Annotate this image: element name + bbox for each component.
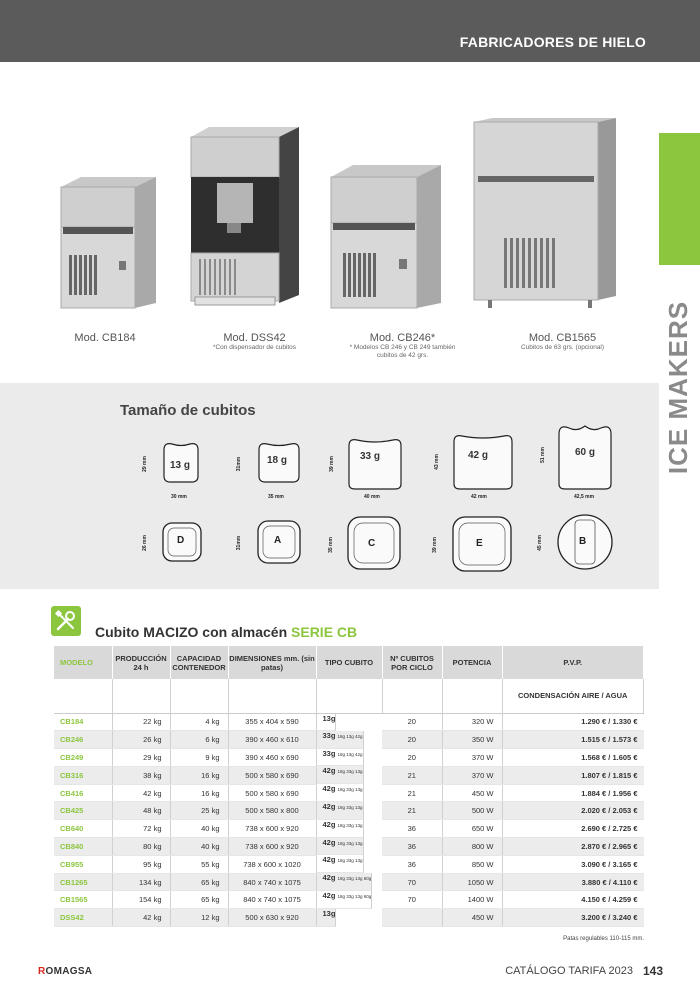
cube-alternatives: 18g 13g 42g	[337, 751, 363, 757]
capacity-cell	[170, 749, 228, 767]
price-cell-value: 3.090 € / 3.165 €	[581, 859, 638, 869]
capacity-cell-value: 40 kg	[201, 841, 220, 851]
capacity-cell-value: 12 kg	[201, 913, 220, 923]
condensation-label: CONDENSACIÓN AIRE / AGUA	[502, 679, 644, 713]
cube-alternatives: 18g 33g 13g	[337, 804, 363, 810]
production-cell-value: 80 kg	[143, 841, 162, 851]
cube-type-cell-value: 42g	[322, 784, 336, 794]
model-cell-value: CB955	[60, 859, 84, 869]
production-cell-value: 22 kg	[143, 717, 162, 727]
cube-count-cell	[382, 855, 442, 873]
cube-weight-label: 42 g	[468, 450, 489, 461]
cube-count-cell	[382, 891, 442, 909]
price-cell	[502, 855, 644, 873]
capacity-cell-value: 25 kg	[201, 806, 220, 816]
capacity-cell	[170, 820, 228, 838]
cube-height-dim: 51 mm	[539, 447, 546, 463]
cube-weight-label: 18 g	[267, 455, 288, 466]
brand-logo-rest: OMAGSA	[45, 966, 93, 977]
dimensions-cell	[228, 873, 316, 891]
cube-size-title: Tamaño de cubitos	[120, 402, 256, 419]
dimensions-cell-value: 738 x 600 x 1020	[243, 859, 301, 869]
cube-depth-dim: 26 mm	[141, 535, 148, 551]
table-row	[54, 713, 644, 731]
model-cell	[54, 766, 112, 784]
header-bar	[0, 0, 700, 62]
production-cell	[112, 731, 170, 749]
price-cell	[502, 713, 644, 731]
cube-count-cell	[382, 766, 442, 784]
table-row	[54, 731, 644, 749]
table-row	[54, 855, 644, 873]
capacity-cell	[170, 766, 228, 784]
cube-weight-label: 13 g	[170, 460, 191, 471]
capacity-cell-value: 4 kg	[205, 717, 220, 727]
price-cell	[502, 838, 644, 856]
dimensions-cell	[228, 713, 316, 731]
production-cell	[112, 820, 170, 838]
price-cell	[502, 749, 644, 767]
price-cell-value: 1.807 € / 1.815 €	[581, 770, 638, 780]
production-cell	[112, 749, 170, 767]
cube-count-cell-value: 20	[407, 717, 416, 727]
cube-type-cell-value: 13g	[322, 713, 336, 723]
table-row	[54, 909, 644, 927]
price-cell-value: 2.690 € / 2.725 €	[581, 824, 638, 834]
cube-type-cell	[317, 891, 373, 909]
dimensions-cell-value: 500 x 630 x 920	[245, 913, 299, 923]
price-cell-value: 2.020 € / 2.053 €	[581, 806, 638, 816]
dimensions-cell	[228, 749, 316, 767]
power-cell	[442, 838, 502, 856]
production-cell-value: 95 kg	[143, 859, 162, 869]
cube-33g-shape	[345, 436, 405, 492]
dimensions-cell-value: 390 x 460 x 690	[245, 752, 299, 762]
price-cell	[502, 891, 644, 909]
cube-alternatives: 18g 33g 13g 60g	[337, 893, 372, 899]
model-cell-value: CB840	[60, 841, 84, 851]
model-cell	[54, 784, 112, 802]
product-name: Mod. CB1565	[528, 332, 597, 344]
capacity-cell-value: 16 kg	[201, 770, 220, 780]
cube-type-cell-value: 42g	[322, 855, 336, 865]
production-cell-value: 134 kg	[138, 877, 162, 887]
model-cell	[54, 731, 112, 749]
cube-count-cell-value: 20	[407, 752, 416, 762]
side-tab-marker	[659, 133, 700, 265]
production-cell-value: 29 kg	[143, 752, 162, 762]
table-row	[54, 749, 644, 767]
power-cell-value: 370 W	[471, 770, 494, 780]
cube-type-cell-value: 42g	[322, 873, 336, 883]
cube-alternatives: 18g 13g 42g	[337, 733, 363, 739]
power-cell	[442, 891, 502, 909]
model-cell	[54, 749, 112, 767]
cube-width-dim: 42,5 mm	[574, 494, 595, 500]
series-title	[95, 624, 357, 640]
col-header-cubitos: Nº CUBITOS POR CICLO	[382, 646, 442, 679]
model-cell-value: CB1265	[60, 877, 88, 887]
production-cell	[112, 909, 170, 927]
model-cell	[54, 855, 112, 873]
cb184-machine-image	[55, 175, 160, 310]
dimensions-cell	[228, 766, 316, 784]
dimensions-cell	[228, 855, 316, 873]
cube-count-cell-value: 36	[407, 824, 416, 834]
cb1565-machine-image	[470, 118, 620, 310]
dimensions-cell	[228, 891, 316, 909]
power-cell-value: 500 W	[471, 806, 494, 816]
cube-depth-dim: 35 mm	[327, 537, 334, 553]
power-cell	[442, 820, 502, 838]
cube-count-cell	[382, 749, 442, 767]
cube-alternatives: 18g 33g 13g 60g	[337, 876, 372, 882]
production-cell-value: 154 kg	[138, 895, 162, 905]
cube-count-cell-value: 21	[407, 770, 416, 780]
product-note: Cubitos de 63 grs. (opcional)	[520, 344, 605, 351]
production-cell	[112, 713, 170, 731]
cube-depth-dim: 31mm	[236, 535, 243, 551]
cube-letter-e: E	[476, 538, 483, 549]
production-cell	[112, 784, 170, 802]
table-row	[54, 802, 644, 820]
price-cell	[502, 731, 644, 749]
col-header-capacidad: CAPACIDAD CONTENEDOR	[170, 646, 228, 679]
cube-type-cell-value: 42g	[322, 837, 336, 847]
price-cell-value: 1.568 € / 1.605 €	[581, 752, 638, 762]
cube-count-cell-value: 20	[407, 735, 416, 745]
power-cell	[442, 784, 502, 802]
dimensions-cell	[228, 784, 316, 802]
price-table	[54, 646, 644, 927]
capacity-cell	[170, 838, 228, 856]
cube-width-dim: 35 mm	[268, 494, 284, 500]
power-cell-value: 350 W	[471, 735, 494, 745]
cube-weight-label: 33 g	[360, 451, 381, 462]
power-cell	[442, 713, 502, 731]
cube-type-cell-value: 42g	[322, 766, 336, 776]
price-cell	[502, 820, 644, 838]
side-label-text: ICE MAKERS	[663, 300, 694, 474]
series-title-accent: SERIE CB	[291, 624, 358, 640]
table-row	[54, 873, 644, 891]
table-row	[54, 784, 644, 802]
model-cell-value: CB184	[60, 717, 84, 727]
model-cell-value: CB640	[60, 824, 84, 834]
cube-count-cell	[382, 731, 442, 749]
product-name: Mod. CB246*	[369, 332, 436, 344]
model-cell-value: CB246	[60, 735, 84, 745]
production-cell	[112, 838, 170, 856]
capacity-cell	[170, 855, 228, 873]
series-title-main: Cubito MACIZO con almacén	[95, 624, 292, 640]
product-name: Mod. DSS42	[223, 332, 286, 344]
cube-count-cell	[382, 802, 442, 820]
cube-count-cell	[382, 838, 442, 856]
cube-count-cell-value: 70	[407, 877, 416, 887]
cube-width-dim: 30 mm	[171, 494, 187, 500]
cube-depth-dim: 39 mm	[431, 537, 438, 553]
price-cell	[502, 784, 644, 802]
price-cell-value: 1.884 € / 1.956 €	[581, 788, 638, 798]
col-header-dimensiones: DIMENSIONES mm. (sin patas)	[228, 646, 316, 679]
cube-alternatives: 18g 33g 13g	[337, 787, 363, 793]
price-cell-value: 3.200 € / 3.240 €	[581, 913, 638, 923]
capacity-cell	[170, 713, 228, 731]
cube-count-cell-value: 70	[407, 895, 416, 905]
power-cell	[442, 731, 502, 749]
capacity-cell	[170, 873, 228, 891]
cube-type-cell	[317, 820, 364, 838]
cube-type-cell	[317, 784, 364, 802]
product-note: *Con dispensador de cubitos	[212, 344, 297, 351]
model-cell	[54, 909, 112, 927]
capacity-cell-value: 16 kg	[201, 788, 220, 798]
page-header-title: FABRICADORES DE HIELO	[459, 34, 646, 50]
catalog-label: CATÁLOGO TARIFA 2023	[505, 965, 633, 977]
power-cell	[442, 766, 502, 784]
cube-height-dim: 39 mm	[328, 456, 335, 472]
production-cell	[112, 802, 170, 820]
side-section-label	[661, 282, 697, 492]
model-cell	[54, 713, 112, 731]
cube-letter-c: C	[368, 538, 376, 549]
production-cell-value: 26 kg	[143, 735, 162, 745]
model-cell-value: CB249	[60, 752, 84, 762]
production-cell	[112, 855, 170, 873]
capacity-cell-value: 65 kg	[201, 877, 220, 887]
production-cell	[112, 891, 170, 909]
capacity-cell-value: 6 kg	[205, 735, 220, 745]
dimensions-cell-value: 840 x 740 x 1075	[243, 877, 301, 887]
power-cell	[442, 873, 502, 891]
model-cell	[54, 873, 112, 891]
cube-count-cell	[382, 820, 442, 838]
production-cell-value: 42 kg	[143, 913, 162, 923]
cube-type-cell-value: 33g	[322, 748, 336, 758]
dimensions-cell-value: 500 x 580 x 800	[245, 806, 299, 816]
product-name: Mod. CB184	[74, 332, 136, 344]
dimensions-cell	[228, 838, 316, 856]
dimensions-cell	[228, 820, 316, 838]
price-cell-value: 1.290 € / 1.330 €	[581, 717, 638, 727]
dimensions-cell-value: 500 x 580 x 690	[245, 770, 299, 780]
price-cell	[502, 766, 644, 784]
price-cell-value: 4.150 € / 4.259 €	[581, 895, 638, 905]
power-cell-value: 450 W	[471, 788, 494, 798]
dimensions-cell-value: 738 x 600 x 920	[245, 824, 299, 834]
cube-type-cell-value: 42g	[322, 890, 336, 900]
cube-letter-d: D	[177, 535, 185, 546]
cube-type-cell	[317, 838, 364, 856]
model-cell-value: CB316	[60, 770, 84, 780]
capacity-cell-value: 65 kg	[201, 895, 220, 905]
cube-type-cell	[317, 909, 337, 927]
model-cell-value: CB416	[60, 788, 84, 798]
cube-type-cell-value: 42g	[322, 801, 336, 811]
page-number: 143	[642, 964, 663, 978]
product-cb184	[60, 332, 150, 344]
power-cell-value: 450 W	[471, 913, 494, 923]
dimensions-cell-value: 738 x 600 x 920	[245, 841, 299, 851]
col-header-pvp: P.V.P.	[502, 646, 644, 679]
col-header-potencia: POTENCIA	[442, 646, 502, 679]
cube-count-cell	[382, 909, 442, 927]
production-cell-value: 38 kg	[143, 770, 162, 780]
cube-type-cell	[317, 766, 364, 784]
cube-count-cell	[382, 873, 442, 891]
capacity-cell	[170, 891, 228, 909]
model-cell	[54, 891, 112, 909]
dss42-machine-image	[187, 125, 302, 315]
cube-height-dim: 29 mm	[141, 456, 148, 472]
cube-count-cell	[382, 713, 442, 731]
table-row	[54, 891, 644, 909]
cube-count-cell-value: 36	[407, 859, 416, 869]
product-cb246	[340, 332, 465, 360]
cube-height-dim: 43 mm	[433, 454, 440, 470]
power-cell-value: 370 W	[471, 752, 494, 762]
dimensions-cell-value: 390 x 460 x 610	[245, 735, 299, 745]
dimensions-cell-value: 355 x 404 x 590	[245, 717, 299, 727]
capacity-cell	[170, 909, 228, 927]
cube-type-cell	[317, 731, 364, 749]
col-header-tipo: TIPO CUBITO	[316, 646, 382, 679]
dimensions-cell-value: 840 x 740 x 1075	[243, 895, 301, 905]
cube-type-cell	[317, 714, 337, 732]
model-cell	[54, 838, 112, 856]
cube-alternatives: 18g 33g 13g	[337, 858, 363, 864]
cube-depth-dim: 45 mm	[536, 535, 543, 551]
brand-logo	[38, 966, 92, 977]
price-cell-value: 2.870 € / 2.965 €	[581, 841, 638, 851]
product-cb1565	[505, 332, 620, 352]
cube-alternatives: 18g 33g 13g	[337, 840, 363, 846]
model-cell-value: CB1565	[60, 895, 88, 905]
capacity-cell-value: 40 kg	[201, 824, 220, 834]
power-cell	[442, 749, 502, 767]
cube-type-cell-value: 13g	[322, 908, 336, 918]
cube-count-cell-value: 21	[407, 788, 416, 798]
power-cell	[442, 855, 502, 873]
power-cell-value: 320 W	[471, 717, 494, 727]
price-cell	[502, 802, 644, 820]
tools-icon	[51, 606, 81, 636]
cube-letter-a: A	[274, 535, 282, 546]
product-dss42	[197, 332, 312, 352]
brand-logo-first: R	[38, 966, 46, 977]
price-cell-value: 3.880 € / 4.110 €	[581, 877, 638, 887]
col-header-produccion: PRODUCCIÓN 24 h	[112, 646, 170, 679]
cube-width-dim: 40 mm	[364, 494, 380, 500]
cube-letter-b: B	[579, 536, 587, 547]
price-cell	[502, 873, 644, 891]
dimensions-cell	[228, 731, 316, 749]
production-cell-value: 72 kg	[143, 824, 162, 834]
capacity-cell-value: 9 kg	[205, 752, 220, 762]
table-row	[54, 820, 644, 838]
price-cell-value: 1.515 € / 1.573 €	[581, 735, 638, 745]
cube-height-dim: 31mm	[236, 456, 243, 472]
cube-type-cell	[317, 749, 364, 767]
cube-type-cell-value: 33g	[322, 730, 336, 740]
price-cell	[502, 909, 644, 927]
cb246-machine-image	[325, 163, 445, 313]
product-note: * Modelos CB 246 y CB 249 también cubitos de 42 grs.	[349, 344, 456, 359]
cube-type-cell-value: 42g	[322, 819, 336, 829]
cube-width-dim: 42 mm	[471, 494, 487, 500]
production-cell-value: 42 kg	[143, 788, 162, 798]
power-cell-value: 850 W	[471, 859, 494, 869]
cube-alternatives: 18g 33g 13g	[337, 822, 363, 828]
power-cell	[442, 909, 502, 927]
dimensions-cell-value: 500 x 580 x 690	[245, 788, 299, 798]
cube-count-cell	[382, 784, 442, 802]
col-header-modelo: MODELO	[54, 646, 112, 679]
production-cell	[112, 873, 170, 891]
legs-note: Patas regulables 110-115 mm.	[563, 936, 644, 942]
cube-type-cell	[317, 873, 373, 891]
cube-weight-label: 60 g	[575, 447, 596, 458]
power-cell-value: 650 W	[471, 824, 494, 834]
cube-type-cell	[317, 855, 364, 873]
capacity-cell	[170, 802, 228, 820]
production-cell	[112, 766, 170, 784]
power-cell-value: 1050 W	[467, 877, 494, 887]
capacity-cell	[170, 731, 228, 749]
table-row	[54, 766, 644, 784]
model-cell-value: DSS42	[60, 913, 84, 923]
model-cell	[54, 802, 112, 820]
cube-type-cell	[317, 802, 364, 820]
table-row	[54, 838, 644, 856]
cube-42g-shape	[450, 432, 516, 492]
cube-count-cell-value: 21	[407, 806, 416, 816]
cube-alternatives: 18g 33g 13g	[337, 769, 363, 775]
power-cell-value: 800 W	[471, 841, 494, 851]
power-cell-value: 1400 W	[467, 895, 494, 905]
capacity-cell	[170, 784, 228, 802]
capacity-cell-value: 55 kg	[201, 859, 220, 869]
cube-count-cell-value: 36	[407, 841, 416, 851]
model-cell-value: CB425	[60, 806, 84, 816]
dimensions-cell	[228, 802, 316, 820]
model-cell	[54, 820, 112, 838]
dimensions-cell	[228, 909, 316, 927]
power-cell	[442, 802, 502, 820]
production-cell-value: 48 kg	[143, 806, 162, 816]
